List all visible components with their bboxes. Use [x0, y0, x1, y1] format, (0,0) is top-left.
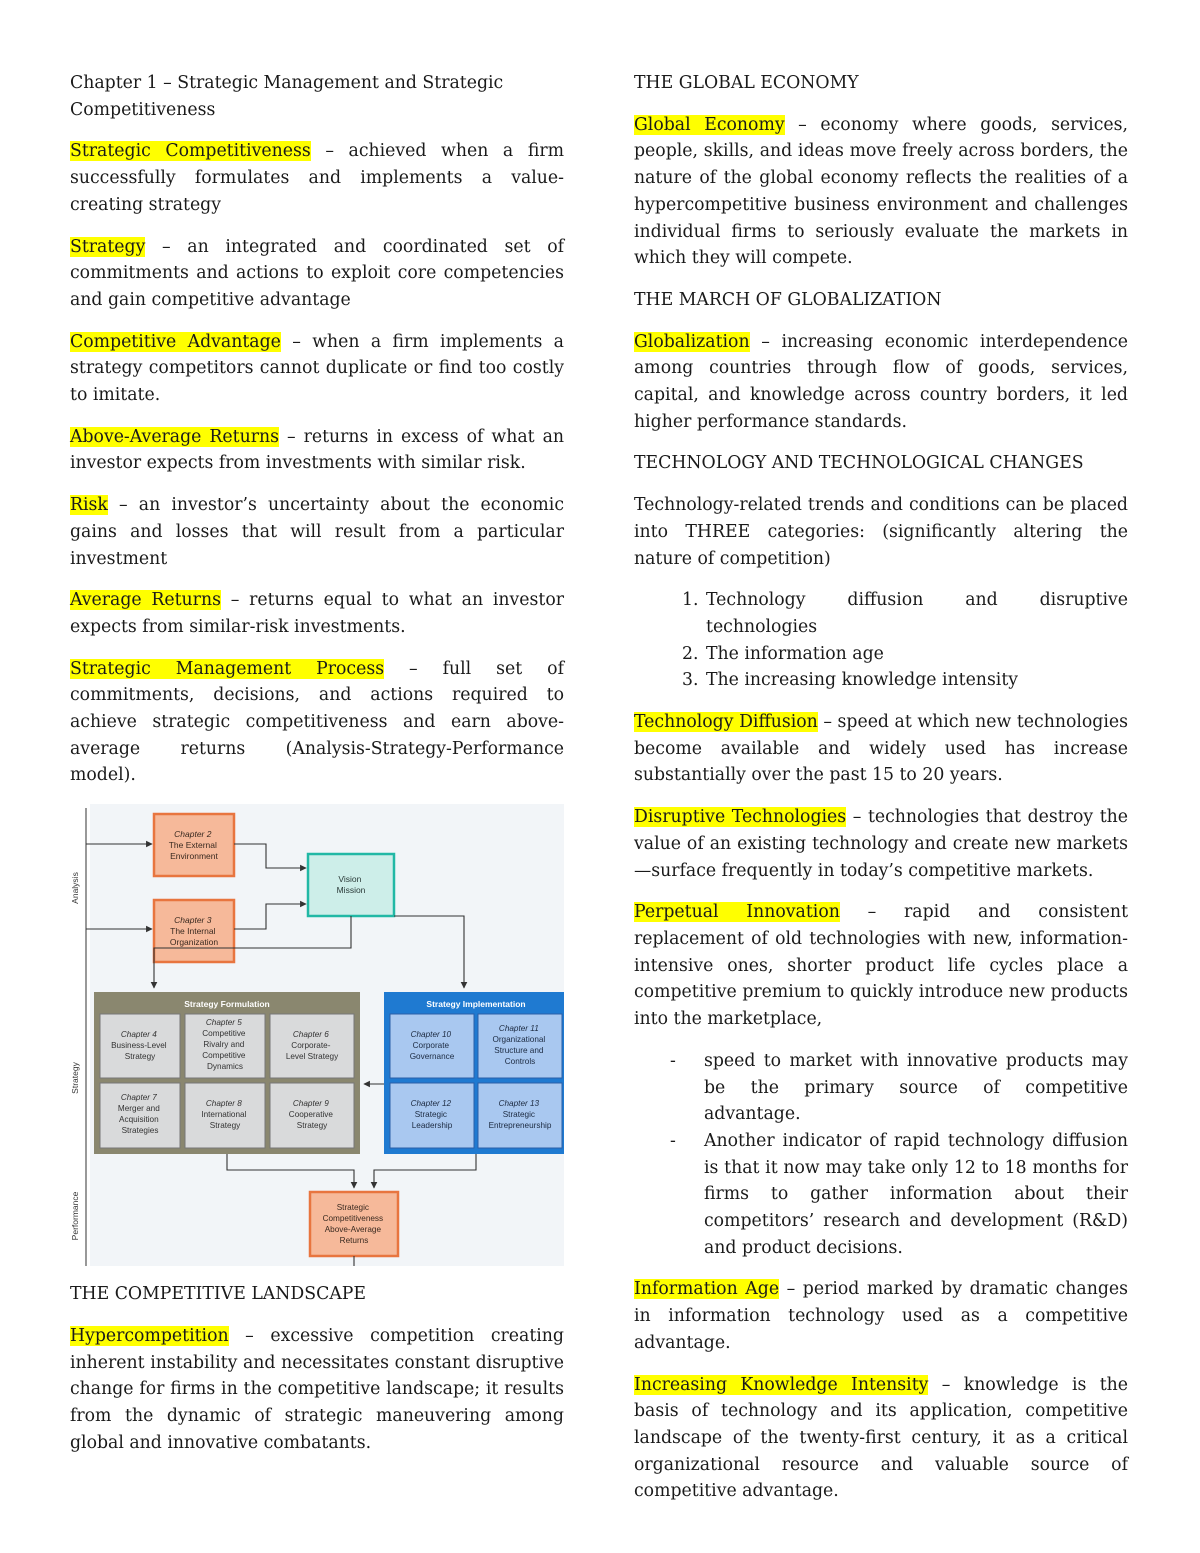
- label-chapter-6: Chapter 6 Corporate- Level Strategy: [285, 1030, 339, 1062]
- definition-competitive-advantage: [70, 329, 564, 409]
- box-outcome: [310, 1192, 398, 1256]
- list-item: 3. The increasing knowledge intensity: [704, 667, 1128, 694]
- heading-competitive-landscape: THE COMPETITIVE LANDSCAPE: [70, 1284, 367, 1305]
- definition-perpetual-innovation: [634, 899, 1128, 1033]
- side-label-strategy: Strategy: [70, 1062, 80, 1094]
- definition-text: – returns equal to what an investor expects from similar-risk investments.: [70, 590, 564, 637]
- term-highlight: Globalization: [634, 331, 750, 352]
- list-item: 1. Technology diffusion and disruptive technologies: [704, 587, 1128, 640]
- innovation-bullet-list: [634, 1048, 1128, 1262]
- definition-average-returns: [70, 587, 564, 640]
- term-highlight: Global Economy: [634, 114, 785, 135]
- title-strategy-formulation: Strategy Formulation: [184, 999, 270, 1010]
- label-outcome: Strategic Competitiveness Above-Average Returns: [322, 1203, 384, 1246]
- heading-march-of-globalization: THE MARCH OF GLOBALIZATION: [634, 289, 942, 310]
- definition-text: – an integrated and coordinated set of commitments and actions to exploit core competencies and gain competitive advantage: [70, 236, 564, 310]
- side-label-analysis: Analysis: [70, 872, 80, 904]
- term-highlight: Competitive Advantage: [70, 331, 281, 352]
- technology-categories-list: [634, 587, 1128, 694]
- term-highlight: Disruptive Technologies: [634, 807, 847, 828]
- title-strategy-implementation: Strategy Implementation: [426, 999, 526, 1010]
- label-chapter-8: Chapter 8 International Strategy: [201, 1099, 247, 1131]
- definition-text: – achieved when a firm successfully formulates and implements a value-creating strategy: [70, 141, 565, 215]
- heading-global-economy: THE GLOBAL ECONOMY: [634, 73, 859, 93]
- term-highlight: Strategic Management Process: [70, 658, 385, 679]
- technology-intro: Technology-related trends and conditions can be placed into THREE categories: (significantly altering the nature of competition): [634, 495, 1128, 569]
- definition-text: – full set of commitments, decisions, and actions required to achieve strategic competitiveness and earn above-average returns (Analysis-Strategy-Performance model).: [70, 658, 564, 786]
- term-highlight: Increasing Knowledge Intensity: [634, 1374, 929, 1395]
- term-highlight: Hypercompetition: [70, 1325, 229, 1346]
- left-column: [70, 70, 564, 1471]
- heading-technology: TECHNOLOGY AND TECHNOLOGICAL CHANGES: [634, 453, 1084, 474]
- definition-strategic-management-process: [70, 656, 564, 790]
- list-item: - speed to market with innovative products may be the primary source of competitive advantage.: [704, 1048, 1128, 1128]
- term-highlight: Strategy: [70, 236, 146, 257]
- term-highlight: Strategic Competitiveness: [70, 141, 311, 162]
- term-highlight: Perpetual Innovation: [634, 902, 840, 923]
- definition-text: – knowledge is the basis of technology and its application, competitive landscape of the twenty-first century, it as a critical organizational resource and valuable source of competitive advantage.: [634, 1374, 1129, 1502]
- label-chapter-7: Chapter 7 Merger and Acquisition Strategies: [117, 1093, 160, 1136]
- term-highlight: Technology Diffusion: [634, 712, 818, 733]
- side-label-performance: Performance: [70, 1191, 80, 1241]
- definition-technology-diffusion: [634, 709, 1128, 789]
- definition-text: – technologies that destroy the value of an existing technology and create new markets —surface frequently in today’s competitive markets.: [634, 807, 1128, 881]
- definition-text: – returns in excess of what an investor expects from investments with similar risk.: [70, 426, 565, 474]
- definition-text: – an investor’s uncertainty about the economic gains and losses that will result from a particular investment: [70, 495, 564, 569]
- definition-text: – economy where goods, services, people, skills, and ideas move freely across borders, the nature of the global economy reflects the realities of a hypercompetitive business environment and challenges individual firms to seriously evaluate the markets in which they will compete.: [634, 114, 1128, 269]
- definition-text: – period marked by dramatic changes in information technology used as a competitive advantage.: [634, 1279, 1128, 1353]
- definition-strategy: [70, 234, 564, 314]
- label-chapter-13: Chapter 13 Strategic Entrepreneurship: [488, 1099, 552, 1131]
- definition-globalization: [634, 329, 1128, 436]
- term-highlight: Above-Average Returns: [70, 426, 279, 447]
- label-chapter-12: Chapter 12 Strategic Leadership: [410, 1099, 453, 1131]
- label-chapter-9: Chapter 9 Cooperative Strategy: [288, 1099, 333, 1131]
- definition-above-average-returns: [70, 424, 564, 477]
- term-highlight: Average Returns: [70, 590, 221, 611]
- definition-text: – increasing economic interdependence among countries through flow of goods, services, capital, and knowledge across country borders, it led higher performance standards.: [634, 331, 1128, 432]
- definition-text: – when a firm implements a strategy competitors cannot duplicate or find too costly to imitate.: [70, 331, 564, 406]
- definition-text: – rapid and consistent replacement of old technologies with new, information-intensive ones, shorter product life cycles place a competitive premium to quickly introduce new products into the marketplace,: [634, 902, 1129, 1030]
- definition-global-economy: [634, 112, 1128, 272]
- label-chapter-5: Chapter 5 Competitive Rivalry and Competitive Dynamics: [202, 1018, 246, 1072]
- term-highlight: Information Age: [634, 1279, 780, 1300]
- definition-strategic-competitiveness: [70, 138, 564, 218]
- chapter-title: Chapter 1 – Strategic Management and Strategic Competitiveness: [70, 73, 504, 120]
- definition-disruptive-technologies: [634, 804, 1128, 884]
- label-chapter-10: Chapter 10 Corporate Governance: [409, 1030, 455, 1062]
- label-chapter-3: Chapter 3 The Internal Organization: [169, 915, 219, 948]
- definition-text: – speed at which new technologies become available and widely used has increase substantially over the past 15 to 20 years.: [634, 712, 1128, 786]
- list-item: - Another indicator of rapid technology diffusion is that it now may take only 12 to 18 months for firms to gather information about their competitors’ research and development (R&D) and product decisions.: [704, 1128, 1128, 1262]
- definition-risk: [70, 492, 564, 572]
- definition-text: – excessive competition creating inherent instability and necessitates constant disruptive change for firms in the competitive landscape; it results from the dynamic of strategic maneuvering among global and innovative combatants.: [70, 1325, 564, 1453]
- strategic-management-process-figure: [70, 804, 564, 1266]
- definition-knowledge-intensity: [634, 1372, 1128, 1506]
- definition-information-age: [634, 1276, 1128, 1356]
- label-vision-mission: Vision Mission: [336, 874, 366, 896]
- right-column: [634, 70, 1128, 1520]
- label-chapter-2: Chapter 2 The External Environment: [168, 829, 218, 862]
- label-chapter-11: Chapter 11 Organizational Structure and Controls: [492, 1024, 546, 1067]
- term-highlight: Risk: [70, 495, 108, 516]
- definition-hypercompetition: [70, 1323, 564, 1457]
- label-chapter-4: Chapter 4 Business-Level Strategy: [111, 1030, 167, 1062]
- list-item: 2. The information age: [704, 641, 1128, 668]
